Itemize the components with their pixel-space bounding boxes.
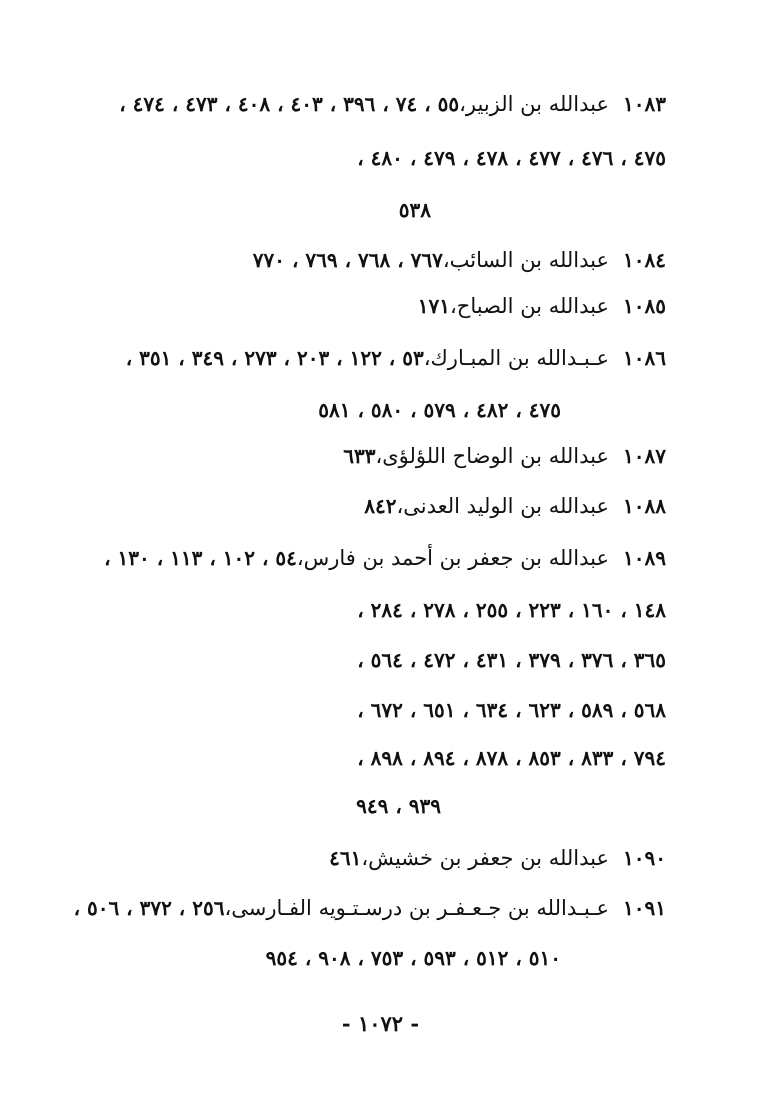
entry-page-refs: ٤٦١ [329,846,362,870]
entry-name: عبدالله بن الصباح، [450,294,610,318]
entry-page-refs: ١٤٨ ، ١٦٠ ، ٢٢٣ ، ٢٥٥ ، ٢٧٨ ، ٢٨٤ ، [357,598,666,622]
entry-number: ١٠٨٦ [623,346,666,370]
entry-page-refs: ٧٦٧ ، ٧٦٨ ، ٧٦٩ ، ٧٧٠ [252,248,443,272]
page-number: - ١٠٧٢ - [341,1011,420,1036]
entry-continuation-line [100,690,666,730]
entry-number: ١٠٨٩ [623,546,666,570]
entry-continuation-line [95,390,561,430]
entry-page-refs: ٤٧٥ ، ٤٧٦ ، ٤٧٧ ، ٤٧٨ ، ٤٧٩ ، ٤٨٠ ، [357,146,666,170]
entry-page-refs: ٥٥ ، ٧٤ ، ٣٩٦ ، ٤٠٣ ، ٤٠٨ ، ٤٧٣ ، ٤٧٤ ، [119,92,460,116]
entry-number: ١٠٩١ [623,896,666,920]
entry-page-refs: ٤٧٥ ، ٤٨٢ ، ٥٧٩ ، ٥٨٠ ، ٥٨١ [318,398,561,422]
entry-name: عبدالله بن الوليد العدنى، [396,494,610,518]
index-entry-1091 [73,888,666,928]
entry-page-refs: ٨٤٢ [364,494,397,518]
index-entry-1090 [95,838,666,878]
entry-page-refs: ٩٣٩ ، ٩٤٩ [356,794,441,818]
entry-name: عبدالله بن جعفر بن خشيش، [361,846,610,870]
index-entry-1087 [95,436,666,476]
entry-page-refs: ٧٩٤ ، ٨٣٣ ، ٨٥٣ ، ٨٧٨ ، ٨٩٤ ، ٨٩٨ ، [357,746,666,770]
entry-page-refs: ٣٦٥ ، ٣٧٦ ، ٣٧٩ ، ٤٣١ ، ٤٧٢ ، ٥٦٤ ، [357,648,666,672]
entry-continuation-line [100,590,666,630]
entry-page-refs: ٢٥٦ ، ٣٧٢ ، ٥٠٦ ، [73,896,225,920]
entry-page-refs: ٥٤ ، ١٠٢ ، ١١٣ ، ١٣٠ ، [104,546,297,570]
index-entry-1086 [95,338,666,378]
entry-page-refs: ٥٦٨ ، ٥٨٩ ، ٦٢٣ ، ٦٣٤ ، ٦٥١ ، ٦٧٢ ، [357,698,666,722]
entry-name: عبدالله بن الوضاح اللؤلؤى، [375,444,610,468]
entry-number: ١٠٨٤ [623,248,666,272]
entry-continuation-line [100,138,666,178]
entry-name: عـبـدالله بن المبـارك، [423,346,610,370]
entry-continuation-line [100,640,666,680]
index-entry-1085 [95,286,666,326]
entry-page-refs: ٦٣٣ [343,444,376,468]
index-entry-1083 [95,84,666,124]
index-entry-1084 [95,240,666,280]
entry-page-refs: ٥٣٨ [398,198,431,222]
index-entry-1089 [95,538,666,578]
entry-page-refs: ٥١٠ ، ٥١٢ ، ٥٩٣ ، ٧٥٣ ، ٩٠٨ ، ٩٥٤ [265,946,561,970]
entry-number: ١٠٨٣ [623,92,666,116]
entry-number: ١٠٨٧ [623,444,666,468]
entry-name: عبدالله بن السائب، [442,248,610,272]
entry-number: ١٠٨٥ [623,294,666,318]
entry-page-refs: ٥٣ ، ١٢٢ ، ٢٠٣ ، ٢٧٣ ، ٣٤٩ ، ٣٥١ ، [125,346,424,370]
entry-number: ١٠٨٨ [623,494,666,518]
entry-name: عبدالله بن الزبير، [459,92,610,116]
entry-continuation-line [95,190,431,230]
entry-page-refs: ١٧١ [417,294,450,318]
index-entry-1088 [95,486,666,526]
entry-number: ١٠٩٠ [623,846,666,870]
entry-continuation-line [95,786,441,826]
entry-name: عبدالله بن جعفر بن أحمد بن فارس، [296,546,610,570]
entry-name: عـبـدالله بن جـعـفـر بن درسـتـويه الفـارسى، [224,896,610,920]
entry-continuation-line [100,738,666,778]
entry-continuation-line [100,938,561,978]
